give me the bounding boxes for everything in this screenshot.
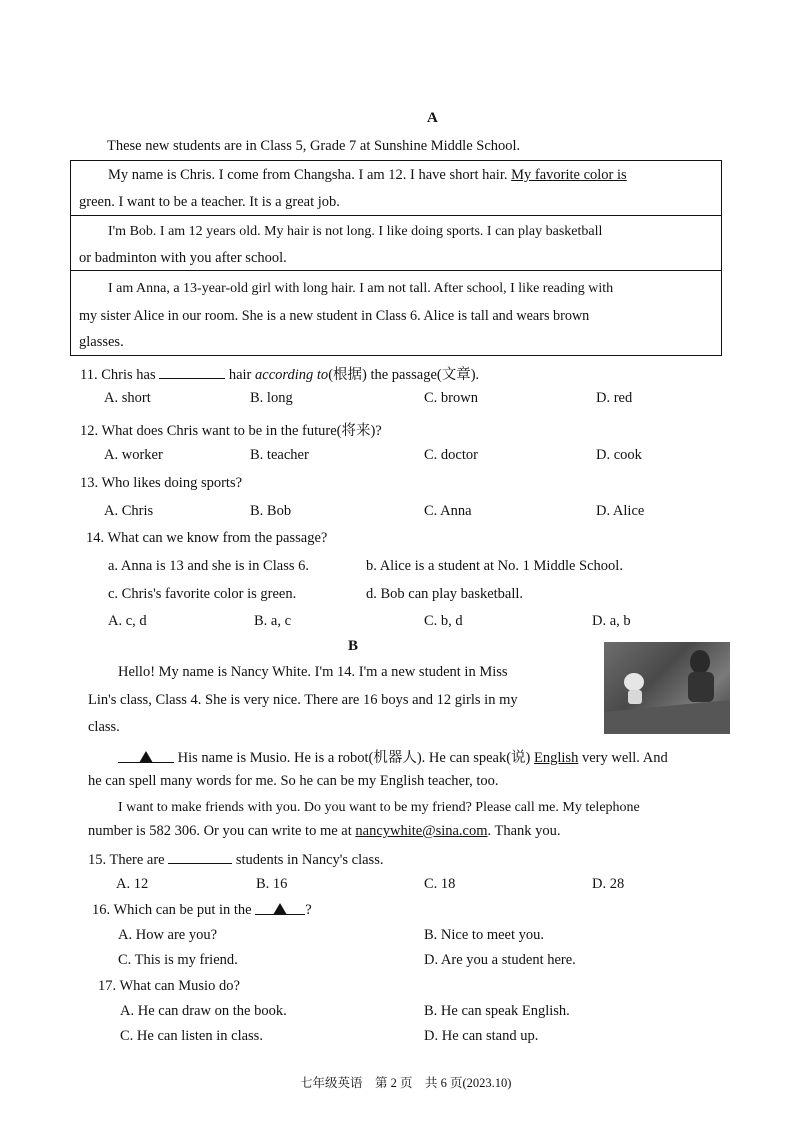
q13-option-b: B. Bob [250, 503, 292, 519]
section-b-heading: B [348, 638, 359, 654]
q16-option-a: A. How are you? [118, 927, 218, 943]
triangle-icon [273, 903, 287, 915]
q15-option-a: A. 12 [116, 876, 149, 892]
q11-option-d: D. red [596, 390, 633, 406]
section-a-heading: A [427, 110, 438, 126]
anna-line-3: glasses. [79, 334, 124, 350]
page-footer: 七年级英语 第 2 页 共 6 页(2023.10) [300, 1076, 512, 1090]
para2-line-1: His name is Musio. He is a robot(机器人). He can speak(说) English very well. And [118, 746, 668, 767]
q14-option-d: D. a, b [592, 613, 631, 629]
chris-underlined-text: My favorite color is [511, 167, 627, 183]
nancy-robot-photo [604, 642, 730, 734]
triangle-icon [139, 751, 153, 763]
chris-line-1: My name is Chris. I come from Changsha. I am 12. I have short hair. My favorite color is [108, 167, 627, 183]
answer-blank-triangle [255, 902, 305, 915]
q14-statement-a: a. Anna is 13 and she is in Class 6. [108, 558, 309, 574]
q15-option-b: B. 16 [256, 876, 288, 892]
answer-blank-triangle [118, 750, 174, 763]
anna-passage-box [70, 270, 722, 356]
bob-line-1: I'm Bob. I am 12 years old. My hair is not long. I like doing sports. I can play basketball [108, 224, 603, 239]
q12-option-a: A. worker [104, 447, 163, 463]
q14-option-b: B. a, c [254, 613, 292, 629]
para3-line-2: number is 582 306. Or you can write to me at nancywhite@sina.com. Thank you. [88, 823, 561, 839]
para1-line-2: Lin's class, Class 4. She is very nice. There are 16 boys and 12 girls in my [88, 692, 518, 708]
question-13-stem: 13. Who likes doing sports? [80, 475, 243, 491]
q14-option-a: A. c, d [108, 613, 147, 629]
question-11-stem: 11. Chris has hair according to(根据) the passage(文章). [80, 367, 480, 383]
q11-option-a: A. short [104, 390, 151, 406]
q12-option-d: D. cook [596, 447, 642, 463]
q15-option-d: D. 28 [592, 876, 625, 892]
question-12-stem: 12. What does Chris want to be in the future(将来)? [80, 423, 382, 439]
q14-statement-b: b. Alice is a student at No. 1 Middle School. [366, 558, 623, 574]
question-16-stem: 16. Which can be put in the ? [92, 902, 312, 918]
q13-option-d: D. Alice [596, 503, 645, 519]
q14-statement-c: c. Chris's favorite color is green. [108, 586, 297, 602]
q16-option-c: C. This is my friend. [118, 952, 238, 968]
para1-line-1: Hello! My name is Nancy White. I'm 14. I'm a new student in Miss [118, 664, 508, 680]
q15-option-c: C. 18 [424, 876, 456, 892]
q17-option-a: A. He can draw on the book. [120, 1003, 287, 1019]
q16-option-b: B. Nice to meet you. [424, 927, 545, 943]
q13-option-c: C. Anna [424, 503, 472, 519]
q14-statement-d: d. Bob can play basketball. [366, 586, 524, 602]
para1-line-3: class. [88, 719, 120, 735]
para3-line-1: I want to make friends with you. Do you want to be my friend? Please call me. My telephone [118, 800, 640, 815]
q11-option-c: C. brown [424, 390, 478, 406]
answer-blank [159, 366, 225, 379]
q17-option-c: C. He can listen in class. [120, 1028, 263, 1044]
question-14-stem: 14. What can we know from the passage? [86, 530, 328, 546]
q12-option-b: B. teacher [250, 447, 309, 463]
para2-line-2: he can spell many words for me. So he can be my English teacher, too. [88, 773, 499, 789]
chris-passage-box [70, 160, 722, 216]
bob-passage-box [70, 215, 722, 271]
anna-line-1: I am Anna, a 13-year-old girl with long hair. I am not tall. After school, I like reading with [108, 281, 614, 296]
question-15-stem: 15. There are students in Nancy's class. [88, 852, 384, 868]
q12-option-c: C. doctor [424, 447, 478, 463]
section-a-intro: These new students are in Class 5, Grade 7 at Sunshine Middle School. [107, 138, 521, 154]
q17-option-b: B. He can speak English. [424, 1003, 570, 1019]
anna-line-2: my sister Alice in our room. She is a new student in Class 6. Alice is tall and wears brown [79, 308, 590, 324]
q16-option-d: D. Are you a student here. [424, 952, 576, 968]
photo-illustration [604, 642, 730, 734]
q11-option-b: B. long [250, 390, 293, 406]
answer-blank [168, 851, 232, 864]
bob-line-2: or badminton with you after school. [79, 250, 287, 266]
email-link: nancywhite@sina.com [355, 823, 488, 839]
q13-option-a: A. Chris [104, 503, 154, 519]
question-17-stem: 17. What can Musio do? [98, 978, 240, 994]
q14-option-c: C. b, d [424, 613, 463, 629]
q17-option-d: D. He can stand up. [424, 1028, 539, 1044]
chris-line-2: green. I want to be a teacher. It is a great job. [79, 194, 340, 210]
